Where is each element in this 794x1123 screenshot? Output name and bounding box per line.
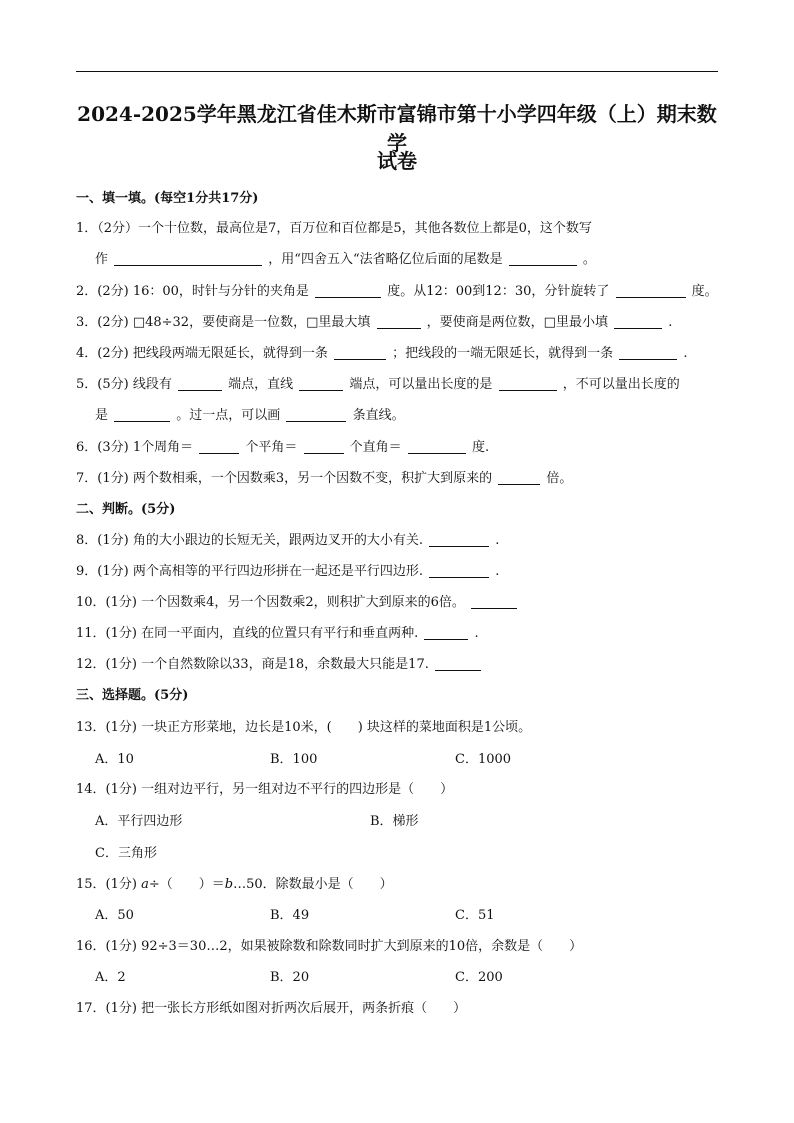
section-heading-choice: 三、选择题。(5分) [76,688,189,703]
answer-blank[interactable] [424,626,468,640]
question-2-text-b: 度。从12：00到12：30，分针旋转了 [387,284,610,299]
question-3-text-a: 3．(2分) □48÷32，要使商是一位数，□里最大填 [76,315,371,330]
option-a[interactable]: A．平行四边形 [95,814,183,829]
option-c[interactable]: C．200 [455,970,503,985]
page-title-line2: 试卷 [377,149,417,173]
answer-blank[interactable] [498,471,540,485]
question-10-text-a: 10．(1分) 一个因数乘4，另一个因数乘2，则积扩大到原来的6倍。 [76,595,465,610]
question-5-text-f: 。过一点，可以画 [176,408,281,423]
question-15-text-a3: …50．除数最小是（ ） [233,877,393,892]
question-13: 13．(1分) 一块正方形菜地，边长是10米，( ) 块这样的菜地面积是1公顷。 [76,720,532,735]
question-8-text-a: 8．(1分) 角的大小跟边的长短无关，跟两边叉开的大小有关. [76,533,423,548]
question-4-text-a: 4．(2分) 把线段两端无限延长，就得到一条 [76,346,328,361]
option-b[interactable]: B．100 [270,752,318,767]
question-5-text-b: 端点，直线 [228,377,294,392]
question-5-text-c: 端点，可以量出长度的是 [349,377,493,392]
answer-blank[interactable] [299,377,343,391]
answer-blank[interactable] [199,440,239,454]
question-12-text-a: 12．(1分) 一个自然数除以33，商是18，余数最大只能是17. [76,657,429,672]
answer-blank[interactable] [377,315,421,329]
answer-blank[interactable] [304,440,344,454]
option-b[interactable]: B．49 [270,908,310,923]
question-7 [76,467,572,486]
question-6-text-d: 度. [471,440,490,455]
option-a[interactable]: A．50 [95,908,134,923]
answer-blank[interactable] [286,408,346,422]
answer-blank[interactable] [471,595,517,609]
question-5-line1 [76,373,680,392]
question-5-text-e: 是 [95,408,109,423]
answer-blank[interactable] [429,533,489,547]
option-c[interactable]: C．1000 [455,752,512,767]
option-c[interactable]: C．三角形 [95,846,157,861]
answer-blank[interactable] [114,408,170,422]
question-1-text-b1: 作 [95,252,109,267]
question-4-text-c: . [683,346,688,361]
answer-blank[interactable] [114,252,262,266]
option-a[interactable]: A．10 [95,752,134,767]
answer-blank[interactable] [178,377,222,391]
question-4 [76,342,688,361]
question-15 [76,873,393,892]
question-5-text-a: 5．(5分) 线段有 [76,377,172,392]
answer-blank[interactable] [429,564,489,578]
option-a[interactable]: A．2 [95,970,126,985]
section-heading-fill: 一、填一填。(每空1分共17分) [76,191,259,206]
question-12 [76,653,483,672]
question-2 [76,280,718,299]
question-5-text-g: 条直线。 [352,408,405,423]
header-rule [76,71,718,72]
answer-blank[interactable] [315,284,381,298]
question-1-text-b3: 。 [582,252,596,267]
question-11 [76,622,479,641]
question-10 [76,591,519,610]
variable-a: a [141,877,149,892]
answer-blank[interactable] [616,284,686,298]
question-8 [76,529,499,548]
question-2-text-c: 度。 [691,284,718,299]
question-15-text-a1: 15．(1分) [76,877,137,892]
answer-blank[interactable] [619,346,677,360]
question-6-text-c: 个直角＝ [349,440,402,455]
answer-blank[interactable] [408,440,466,454]
answer-blank[interactable] [334,346,386,360]
answer-blank[interactable] [614,315,662,329]
question-9 [76,560,499,579]
question-6-text-b: 个平角＝ [245,440,298,455]
question-14: 14．(1分) 一组对边平行，另一组对边不平行的四边形是（ ） [76,782,454,797]
option-c[interactable]: C．51 [455,908,495,923]
question-4-text-b: ；把线段的一端无限延长，就得到一条 [392,346,614,361]
option-b[interactable]: B．梯形 [370,814,419,829]
question-9-text-a: 9．(1分) 两个高相等的平行四边形拼在一起还是平行四边形. [76,564,423,579]
question-7-text-b: 倍。 [546,471,573,486]
question-11-text-b: . [474,626,479,641]
answer-blank[interactable] [509,252,577,266]
question-5-text-d: ，不可以量出长度的 [562,377,680,392]
page-title-line1: 2024-2025学年黑龙江省佳木斯市富锦市第十小学四年级（上）期末数学 [77,102,717,155]
question-7-text-a: 7．(1分) 两个数相乘，一个因数乘3，另一个因数不变，积扩大到原来的 [76,471,493,486]
question-17: 17．(1分) 把一张长方形纸如图对折两次后展开，两条折痕（ ） [76,1001,467,1016]
question-5-line2 [95,404,405,423]
variable-b: b [224,877,234,892]
answer-blank[interactable] [435,657,481,671]
answer-blank[interactable] [499,377,557,391]
question-3-text-c: . [668,315,673,330]
question-8-text-b: . [495,533,500,548]
option-b[interactable]: B．20 [270,970,310,985]
question-6 [76,436,489,455]
question-15-text-a2: ÷（ ）＝ [148,877,225,892]
question-1-line1: 1．（2分）一个十位数，最高位是7，百万位和百位都是5，其他各数位上都是0，这个数写 [76,221,592,236]
question-9-text-b: . [495,564,500,579]
question-16: 16．(1分) 92÷3＝30…2，如果被除数和除数同时扩大到原来的10倍，余数是（ ） [76,939,583,954]
question-2-text-a: 2．(2分) 16：00，时针与分针的夹角是 [76,284,309,299]
question-3-text-b: ，要使商是两位数，□里最小填 [426,315,608,330]
question-1-text-b2: ，用“四舍五入“法省略亿位后面的尾数是 [268,252,503,267]
question-6-text-a: 6．(3分) 1个周角＝ [76,440,194,455]
question-3 [76,311,672,330]
question-1-line2 [95,248,596,267]
section-heading-judge: 二、判断。(5分) [76,502,176,517]
question-11-text-a: 11．(1分) 在同一平面内，直线的位置只有平行和垂直两种. [76,626,419,641]
